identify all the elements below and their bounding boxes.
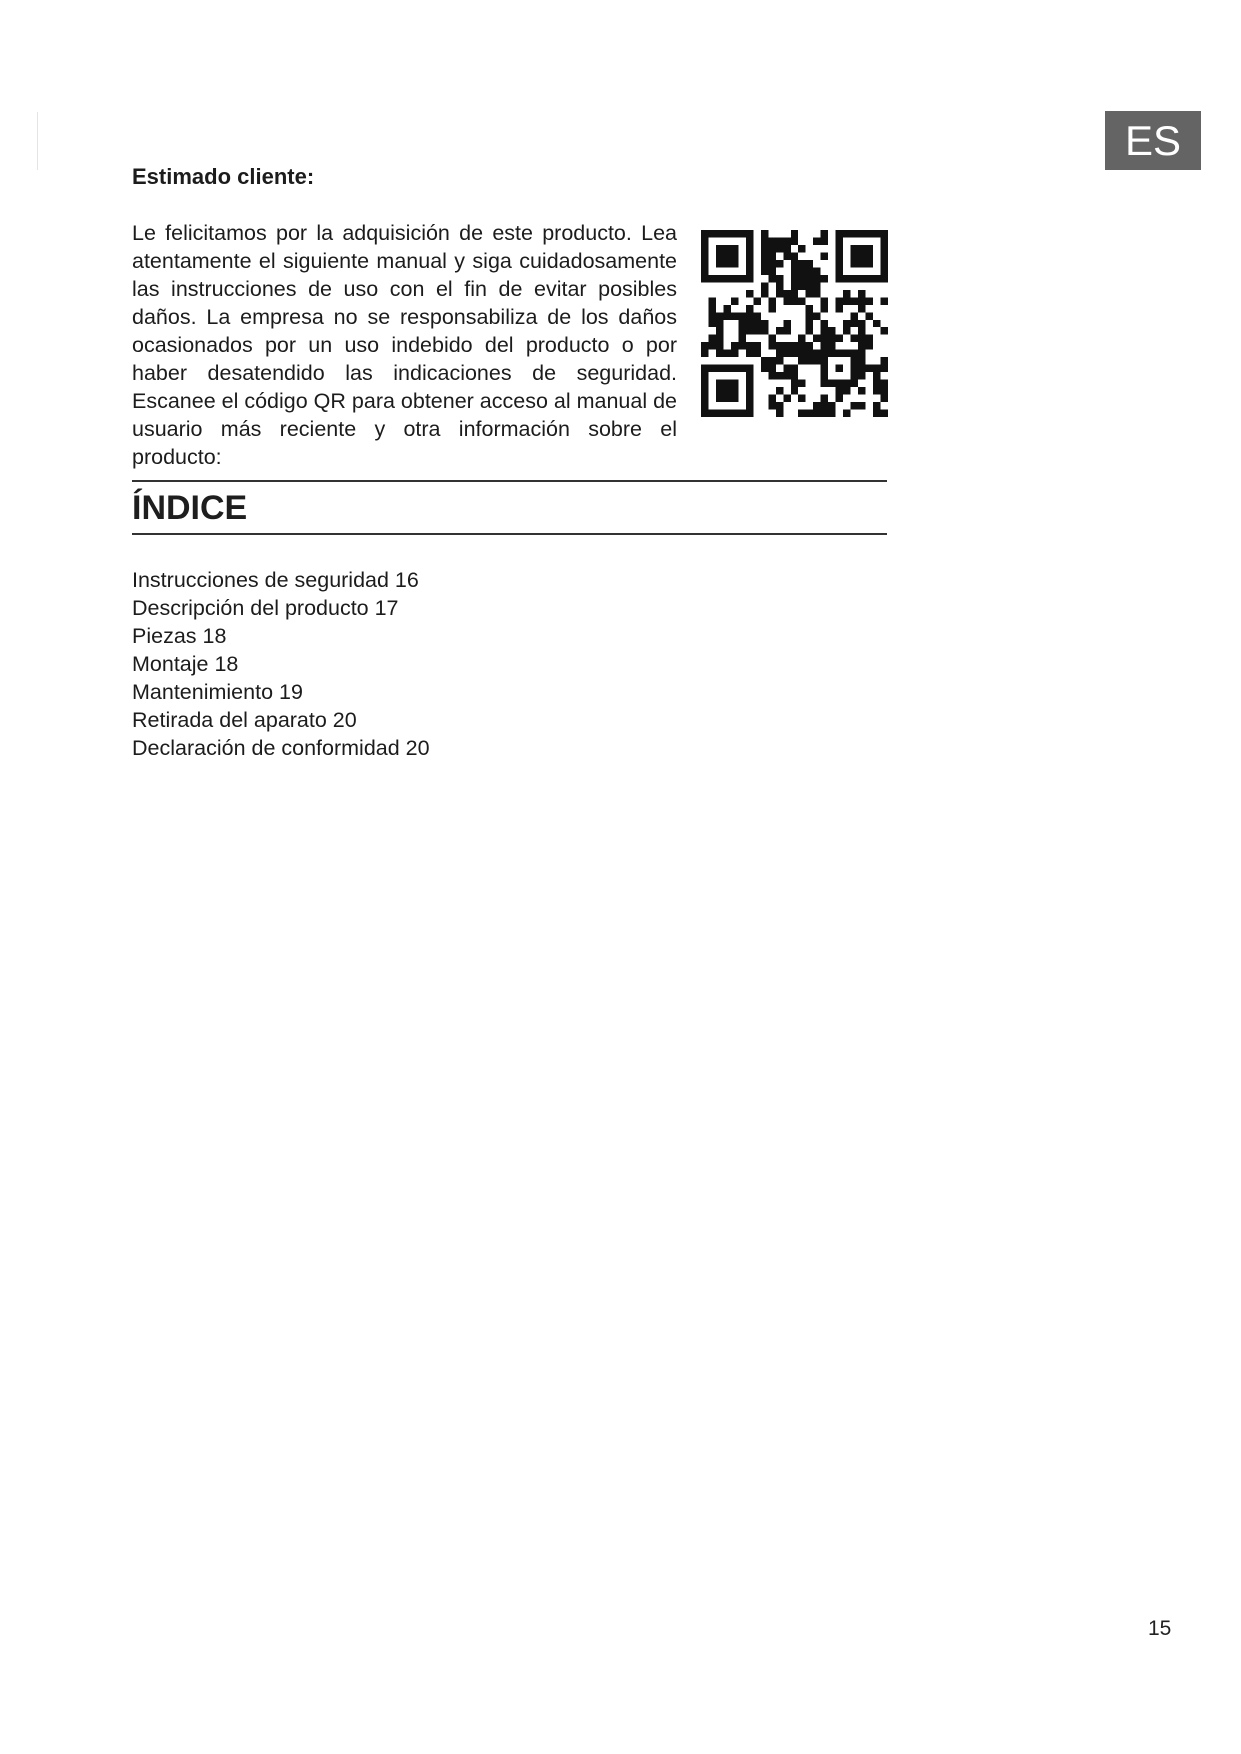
toc-entry[interactable]: Retirada del aparato 20 bbox=[132, 708, 357, 732]
table-of-contents bbox=[132, 566, 430, 762]
index-bottom-rule bbox=[132, 533, 887, 535]
index-top-rule bbox=[132, 480, 887, 482]
qr-code-icon[interactable] bbox=[701, 230, 888, 417]
greeting-heading: Estimado cliente: bbox=[132, 164, 315, 189]
toc-entry[interactable]: Declaración de conformidad 20 bbox=[132, 736, 430, 760]
toc-entry[interactable]: Instrucciones de seguridad 16 bbox=[132, 568, 419, 592]
toc-entry[interactable]: Montaje 18 bbox=[132, 652, 239, 676]
toc-entry[interactable]: Descripción del producto 17 bbox=[132, 596, 399, 620]
intro-paragraph: Le felicitamos por la adquisición de este producto. Lea atentamente el siguiente manual y siga cuidadosamente las instrucciones de uso con el fin de evitar posibles daños. La empresa no se responsabiliza de los daños ocasionados por un uso indebido del producto o por haber desatendido las indicaciones de seguridad. Escanee el código QR para obtener acceso al manual de usuario más reciente y otra información sobre el producto: bbox=[132, 221, 678, 469]
language-badge: ES bbox=[1105, 111, 1201, 170]
page-number: 15 bbox=[1148, 1617, 1172, 1640]
toc-entry[interactable]: Piezas 18 bbox=[132, 624, 227, 648]
index-title: ÍNDICE bbox=[132, 489, 248, 527]
margin-mark bbox=[37, 112, 38, 170]
toc-entry[interactable]: Mantenimiento 19 bbox=[132, 680, 303, 704]
